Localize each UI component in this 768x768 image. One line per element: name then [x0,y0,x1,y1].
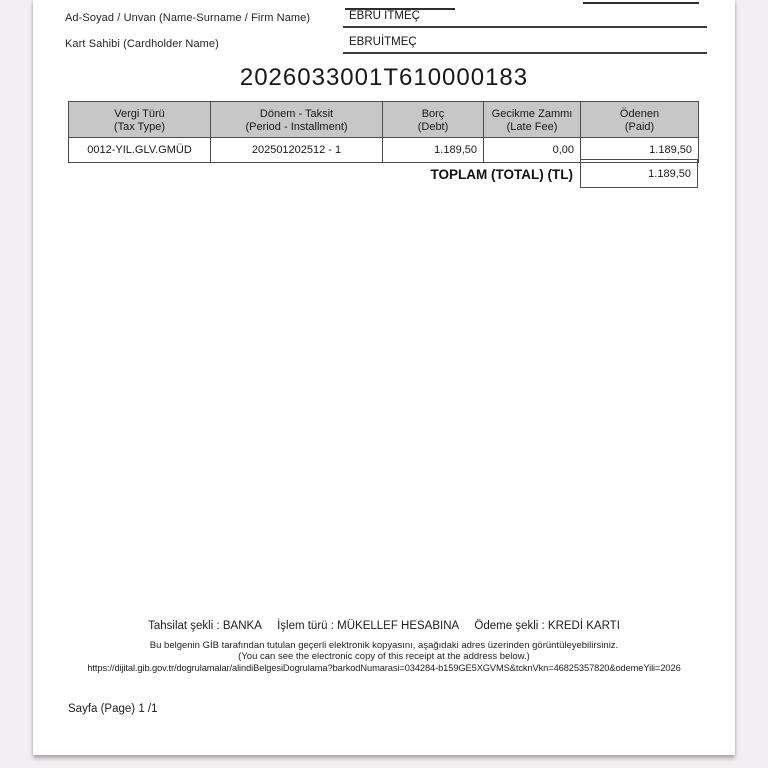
total-row [68,159,698,190]
cell-paid: 1.189,50 [581,138,699,163]
total-value-box [580,159,698,188]
tax-table [68,101,699,163]
receipt-number: 2026033001T610000183 [239,64,529,91]
transaction-type: İşlem türü : MÜKELLEF HESABINA [277,620,460,632]
header-period-installment: Dönem - Taksit (Period - Installment) [211,102,383,138]
cardholder-value: EBRUİTMEÇ [343,36,707,54]
header-debt: Borç (Debt) [383,102,484,138]
name-surname-label: Ad-Soyad / Unvan (Name-Surname / Firm Name) [65,12,311,24]
total-value: 1.189,50 [648,168,691,180]
cell-late-fee: 0,00 [484,138,581,163]
payment-method-line [33,620,735,632]
electronic-copy-note-turkish: Bu belgenin GİB tarafından tutulan geçerli elektronik kopyasını, aşağıdaki adres üzerinden görüntüleyebilirsiniz. [149,640,619,651]
header-paid: Ödenen (Paid) [581,102,699,138]
collection-type: Tahsilat şekli : BANKA [148,620,262,632]
cell-debt: 1.189,50 [383,138,484,163]
cut-off-field-underline [583,2,699,4]
cardholder-label: Kart Sahibi (Cardholder Name) [65,38,219,50]
table-header-row [69,102,699,138]
cell-period-installment: 202501202512 - 1 [211,138,383,163]
header-late-fee: Gecikme Zammı (Late Fee) [484,102,581,138]
receipt-document [33,0,735,755]
total-label: TOPLAM (TOTAL) (TL) [430,167,573,182]
electronic-copy-note-english: (You can see the electronic copy of this receipt at the address below.) [238,651,530,662]
cell-tax-type: 0012-YIL.GLV.GMÜD [69,138,211,163]
payment-type: Ödeme şekli : KREDİ KARTI [474,620,620,632]
page-indicator: Sayfa (Page) 1 /1 [68,703,158,715]
header-tax-type: Vergi Türü (Tax Type) [69,102,211,138]
name-surname-value: EBRU İTMEÇ [343,10,707,28]
verification-url: https://dijital.gib.gov.tr/dogrulamalar/alindiBelgesiDogrulama?barkodNumarasi=034284-b159GE5XGVMS&tcknVkn=46825357820&odemeYili=2026 [87,663,681,673]
